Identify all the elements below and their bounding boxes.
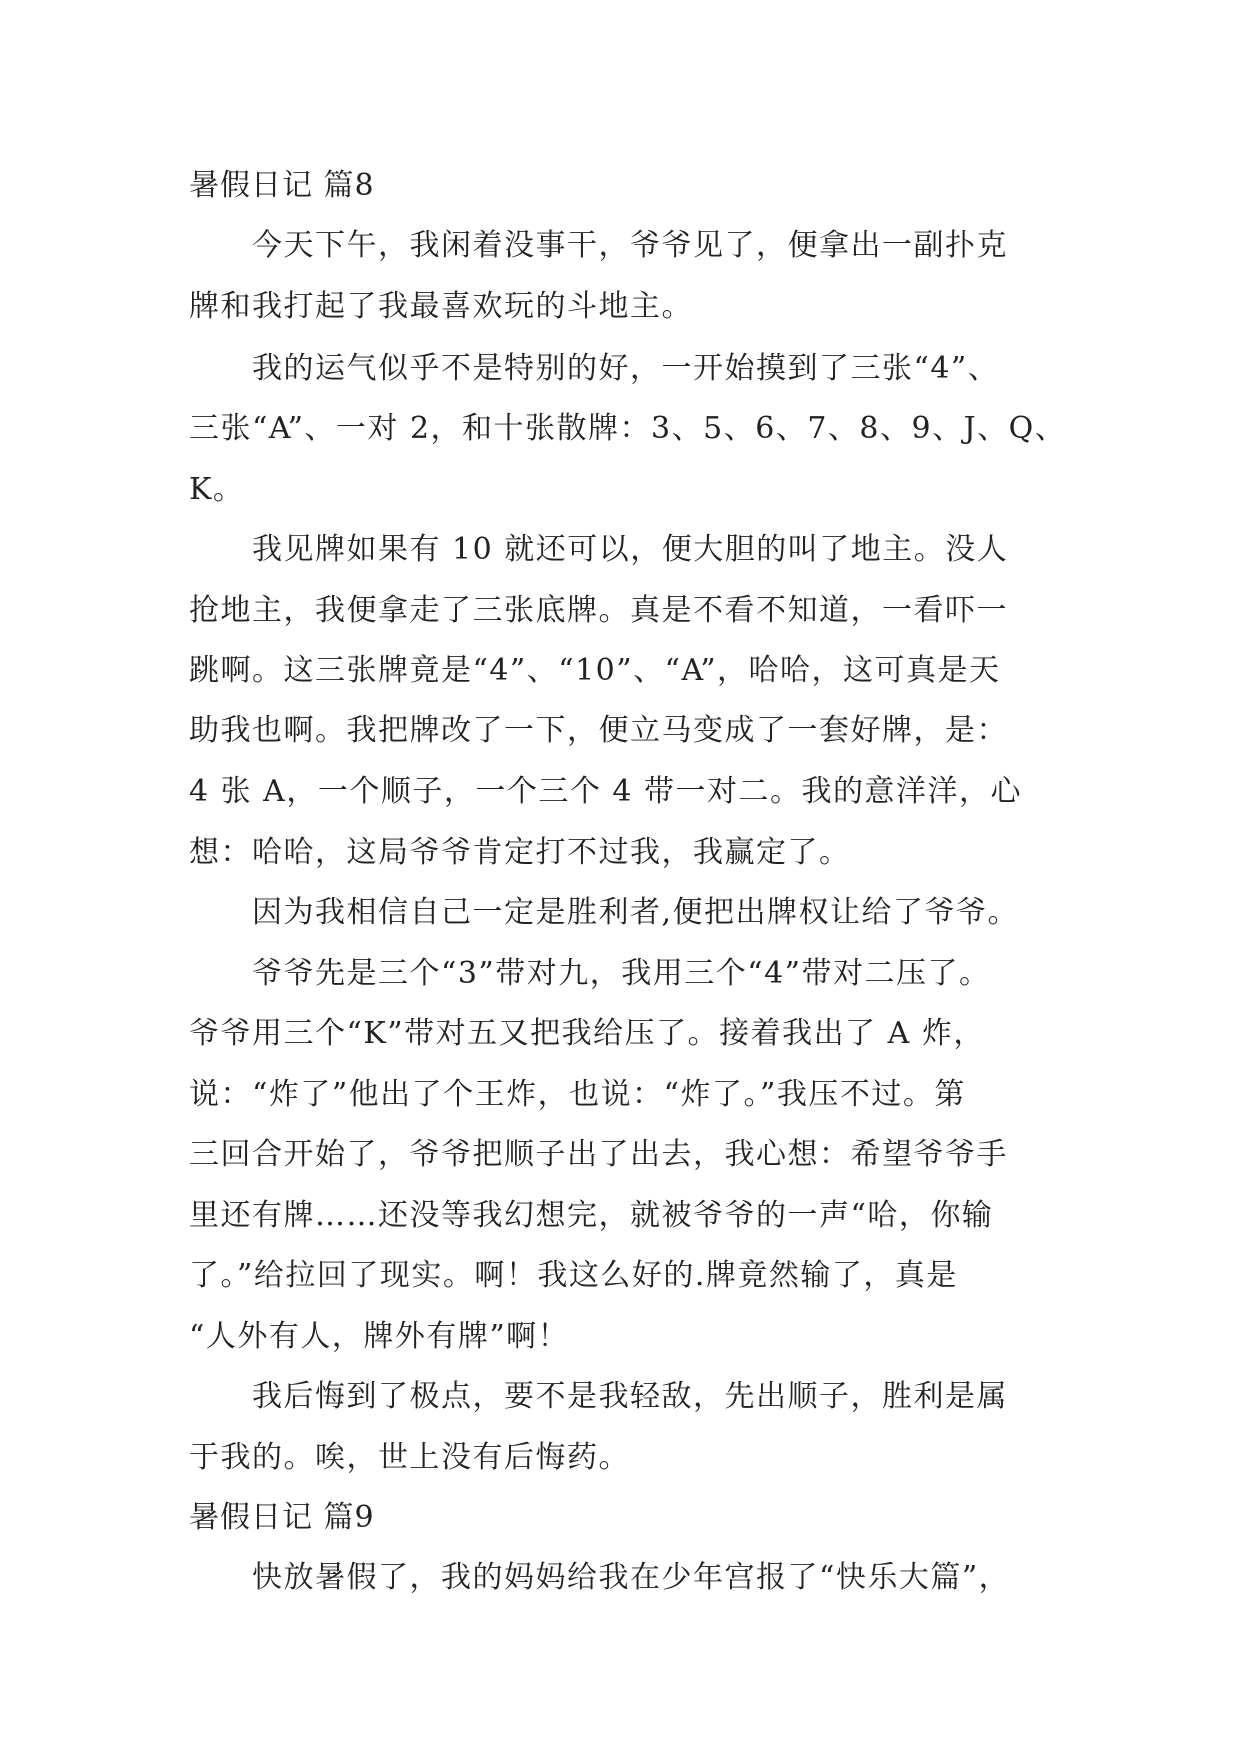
paragraph-line: 里还有牌……还没等我幻想完，就被爷爷的一声“哈，你输 [189,1198,994,1233]
paragraph-line: 爷爷用三个“K”带对五又把我给压了。接着我出了 A 炸， [189,1016,985,1051]
paragraph-line: 牌和我打起了我最喜欢玩的斗地主。 [189,289,693,324]
paragraph-line: 抢地主，我便拿走了三张底牌。真是不看不知道，一看吓一 [189,593,1008,628]
paragraph-line: “人外有人，牌外有牌”啊！ [189,1319,570,1354]
paragraph-line: 我见牌如果有 10 就还可以，便大胆的叫了地主。没人 [252,532,1009,567]
paragraph-line: 我后悔到了极点，要不是我轻敌，先出顺子，胜利是属 [252,1379,1008,1414]
paragraph-line: 说：“炸了”他出了个王炸，也说：“炸了。”我压不过。第 [189,1077,966,1112]
paragraph-line: 爷爷先是三个“3”带对九，我用三个“4”带对二压了。 [252,956,991,991]
paragraph-line: 助我也啊。我把牌改了一下，便立马变成了一套好牌，是： [189,713,1008,748]
paragraph-line: 我的运气似乎不是特别的好，一开始摸到了三张“4”、 [252,351,1000,386]
paragraph-line: 4 张 A，一个顺子，一个三个 4 带一对二。我的意洋洋，心 [189,774,1022,809]
paragraph-line: 三回合开始了，爷爷把顺子出了出去，我心想：希望爷爷手 [189,1137,1008,1172]
paragraph-line: 了。”给拉回了现实。啊！我这么好的.牌竟然输了，真是 [189,1258,958,1293]
paragraph-line: 快放暑假了，我的妈妈给我在少年宫报了“快乐大篇”， [252,1560,1011,1595]
paragraph-line: 跳啊。这三张牌竟是“4”、“10”、“A”，哈哈，这可真是天 [189,653,1001,688]
paragraph-line: 三张“A”、一对 2，和十张散牌：3、5、6、7、8、9、J、Q、 [189,411,1067,446]
section-heading: 暑假日记 篇9 [189,1500,375,1535]
section-heading: 暑假日记 篇8 [189,168,375,203]
paragraph-line: 今天下午，我闲着没事干，爷爷见了，便拿出一副扑克 [252,228,1008,263]
paragraph-line: K。 [189,472,245,507]
paragraph-line: 因为我相信自己一定是胜利者,便把出牌权让给了爷爷。 [252,895,1020,930]
paragraph-line: 想：哈哈，这局爷爷肯定打不过我，我赢定了。 [189,835,851,870]
paragraph-line: 于我的。唉，世上没有后悔药。 [189,1440,630,1475]
